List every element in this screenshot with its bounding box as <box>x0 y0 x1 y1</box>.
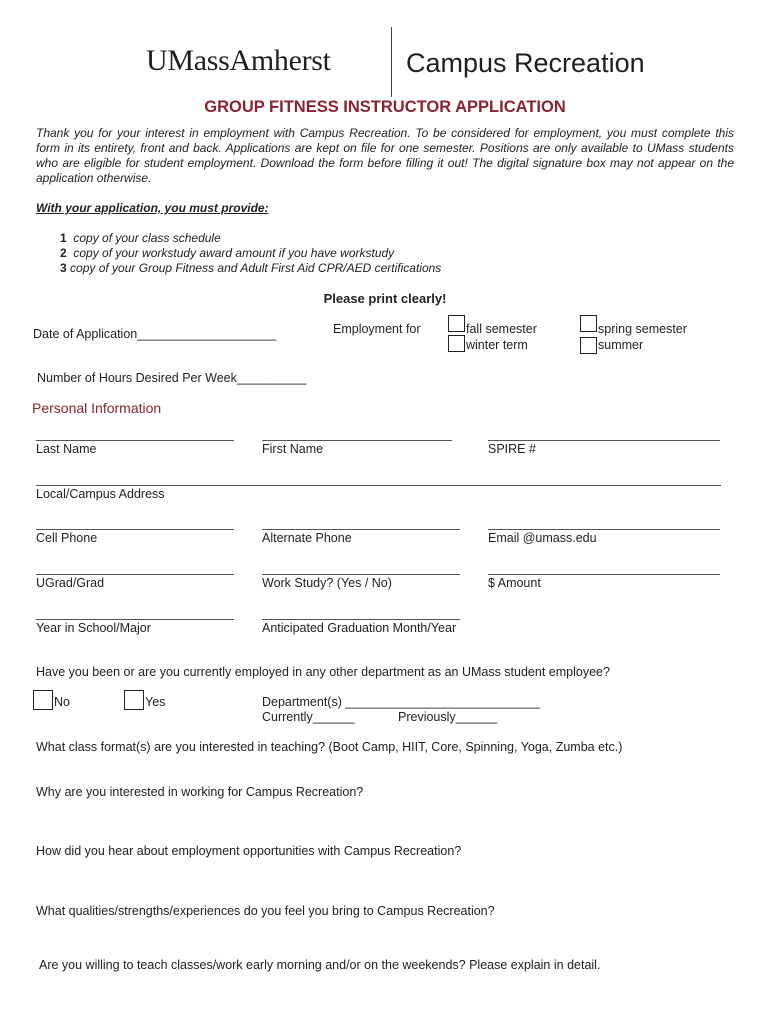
provide-heading: With your application, you must provide: <box>36 201 269 215</box>
year-major-label: Year in School/Major <box>36 621 151 635</box>
date-of-application-field[interactable]: Date of Application____________________ <box>33 327 277 341</box>
fall-semester-label: fall semester <box>466 322 537 336</box>
logo-divider <box>391 27 392 97</box>
address-label: Local/Campus Address <box>36 487 165 501</box>
last-name-input[interactable] <box>36 440 234 441</box>
previously-field[interactable]: Previously______ <box>398 710 498 724</box>
alternate-phone-label: Alternate Phone <box>262 531 352 545</box>
winter-term-checkbox[interactable] <box>448 335 465 352</box>
fall-semester-checkbox[interactable] <box>448 315 465 332</box>
work-study-input[interactable] <box>262 574 460 575</box>
provide-item: 3 copy of your Group Fitness and Adult First Aid CPR/AED certifications <box>60 261 442 275</box>
spring-semester-checkbox[interactable] <box>580 315 597 332</box>
alternate-phone-input[interactable] <box>262 529 460 530</box>
no-checkbox[interactable] <box>33 690 53 710</box>
cell-phone-label: Cell Phone <box>36 531 98 545</box>
print-clearly-note: Please print clearly! <box>323 291 447 306</box>
winter-term-label: winter term <box>466 338 528 352</box>
intro-paragraph: Thank you for your interest in employment with Campus Recreation. To be considered for employment, you must complete this form in its entirety, front and back. Applications are kept on file for one semester. Positions are only available to UMass students who are eligible for student employment. Download the form before filling it out! The digital signature box may not appear on the application otherwise. <box>36 126 734 185</box>
first-name-label: First Name <box>262 442 324 456</box>
how-heard-question: How did you hear about employment opportunities with Campus Recreation? <box>36 844 462 858</box>
yes-checkbox[interactable] <box>124 690 144 710</box>
other-employment-question: Have you been or are you currently employed in any other department as an UMass student employee? <box>36 665 610 679</box>
qualities-question: What qualities/strengths/experiences do you feel you bring to Campus Recreation? <box>36 904 495 918</box>
summer-label: summer <box>598 338 644 352</box>
last-name-label: Last Name <box>36 442 97 456</box>
ugrad-grad-input[interactable] <box>36 574 234 575</box>
amount-label: $ Amount <box>488 576 541 590</box>
summer-checkbox[interactable] <box>580 337 597 354</box>
amount-input[interactable] <box>488 574 720 575</box>
campus-recreation-logo: Campus Recreation <box>406 48 645 78</box>
spire-input[interactable] <box>488 440 720 441</box>
provide-list <box>60 231 441 276</box>
graduation-date-input[interactable] <box>262 619 460 620</box>
hours-desired-field[interactable]: Number of Hours Desired Per Week__________ <box>37 371 307 385</box>
provide-item: 1 copy of your class schedule <box>60 231 221 245</box>
no-label: No <box>54 695 70 709</box>
personal-information-heading: Personal Information <box>32 400 162 416</box>
address-input[interactable] <box>36 485 721 486</box>
why-interested-question: Why are you interested in working for Campus Recreation? <box>36 785 364 799</box>
spring-semester-label: spring semester <box>598 322 687 336</box>
page-title: GROUP FITNESS INSTRUCTOR APPLICATION <box>204 98 566 116</box>
spire-label: SPIRE # <box>488 442 536 456</box>
employment-for-label: Employment for <box>333 322 421 336</box>
yes-label: Yes <box>145 695 166 709</box>
currently-field[interactable]: Currently______ <box>262 710 355 724</box>
department-field[interactable]: Department(s) ____________________________ <box>262 695 541 709</box>
provide-item: 2 copy of your workstudy award amount if you have workstudy <box>60 246 395 260</box>
first-name-input[interactable] <box>262 440 452 441</box>
year-major-input[interactable] <box>36 619 234 620</box>
class-format-question: What class format(s) are you interested in teaching? (Boot Camp, HIIT, Core, Spinning, Yoga, Zumba etc.) <box>36 740 623 754</box>
early-weekend-question: Are you willing to teach classes/work early morning and/or on the weekends? Please explain in detail. <box>39 958 601 972</box>
email-label: Email @umass.edu <box>488 531 597 545</box>
graduation-date-label: Anticipated Graduation Month/Year <box>262 621 457 635</box>
umass-amherst-logo: UMassAmherst <box>146 44 331 77</box>
ugrad-grad-label: UGrad/Grad <box>36 576 105 590</box>
cell-phone-input[interactable] <box>36 529 234 530</box>
email-input[interactable] <box>488 529 720 530</box>
work-study-label: Work Study? (Yes / No) <box>262 576 392 590</box>
